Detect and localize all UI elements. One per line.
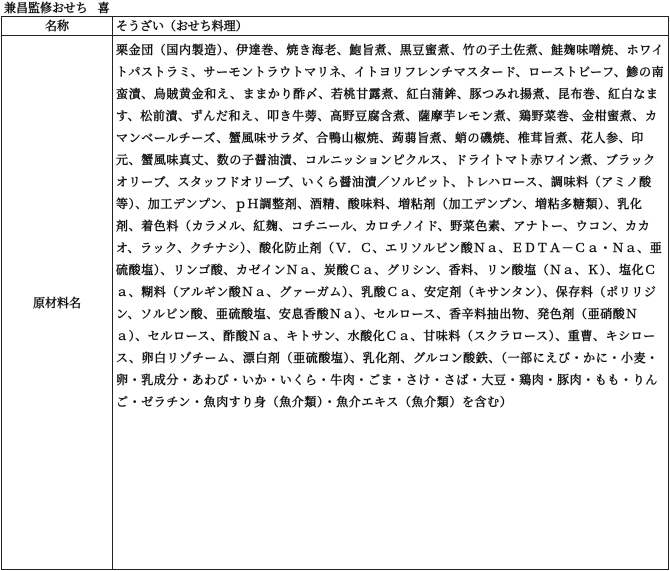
ingredients-label: 原材料名 bbox=[32, 296, 81, 310]
name-row bbox=[2, 17, 669, 36]
ingredients-label-cell bbox=[2, 36, 113, 570]
ingredients-value-cell bbox=[113, 36, 669, 570]
name-value-cell bbox=[113, 17, 669, 36]
name-label: 名称 bbox=[44, 19, 69, 33]
product-name: 喜 bbox=[97, 1, 110, 15]
food-label-table bbox=[1, 16, 669, 570]
ingredients-text: 栗金団（国内製造）、伊達巻、焼き海老、鮑旨煮、黒豆蜜煮、竹の子土佐煮、鮭麹味噌焼、ホワイトパストラミ、サーモントラウトマリネ、イトヨリフレンチマスタード、ローストビーフ、鯵の南蛮漬、烏賊黄金和え、ままかり酢〆、若桃甘露煮、紅白蒲鉾、豚つみれ揚煮、昆布巻、紅白なます、松前漬、ずんだ和え、叩き牛蒡、高野豆腐含煮、薩摩芋レモン煮、鶏野菜巻、金柑蜜煮、カマンベールチーズ、蟹風味サラダ、合鴨山椒焼、蒟蒻旨煮、蛸の磯焼、椎茸旨煮、花人参、印元、蟹風味真丈、数の子醤油漬、コルニッションピクルス、ドライトマト赤ワイン煮、ブラックオリーブ、スタッフドオリーブ、いくら醤油漬／ソルビット、トレハロース、調味料（アミノ酸等）、加工デンプン、ｐＨ調整剤、酒精、酸味料、増粘剤（加工デンプン、増粘多糖類）、乳化剤、着色料（カラメル、紅麹、コチニール、カロチノイド、野菜色素、アナトー、ウコン、カカオ、ラック、クチナシ）、酸化防止剤（Ｖ．Ｃ、エリソルビン酸Ｎａ、ＥＤＴＡ－Ｃａ・Ｎａ、亜硫酸塩）、リンゴ酸、カゼインＮａ、炭酸Ｃａ、グリシン、香料、リン酸塩（Ｎａ、Ｋ）、塩化Ｃａ、糊料（アルギン酸Ｎａ、グァーガム）、乳酸Ｃａ、安定剤（キサンタン）、保存料（ポリリジン、ソルビン酸、亜硫酸塩、安息香酸Ｎａ）、セルロース、香辛料抽出物、発色剤（亜硝酸Ｎａ）、セルロース、酢酸Ｎａ、キトサン、水酸化Ｃａ、甘味料（スクラロース）、重曹、キシロース、卵白リゾチーム、漂白剤（亜硫酸塩）、乳化剤、グルコン酸鉄、（一部にえび・かに・小麦・卵・乳成分・あわび・いか・いくら・牛肉・ごま・さけ・さば・大豆・鶏肉・豚肉・もも・りんご・ゼラチン・魚肉すり身（魚介類）・魚介エキス（魚介類）を含む） bbox=[116, 43, 665, 409]
name-label-cell bbox=[2, 17, 113, 36]
page-title bbox=[4, 0, 110, 16]
name-value: そうざい（おせち料理） bbox=[116, 19, 248, 33]
supervisor-title: 兼昌監修おせち bbox=[4, 1, 88, 15]
ingredients-row bbox=[2, 36, 669, 570]
